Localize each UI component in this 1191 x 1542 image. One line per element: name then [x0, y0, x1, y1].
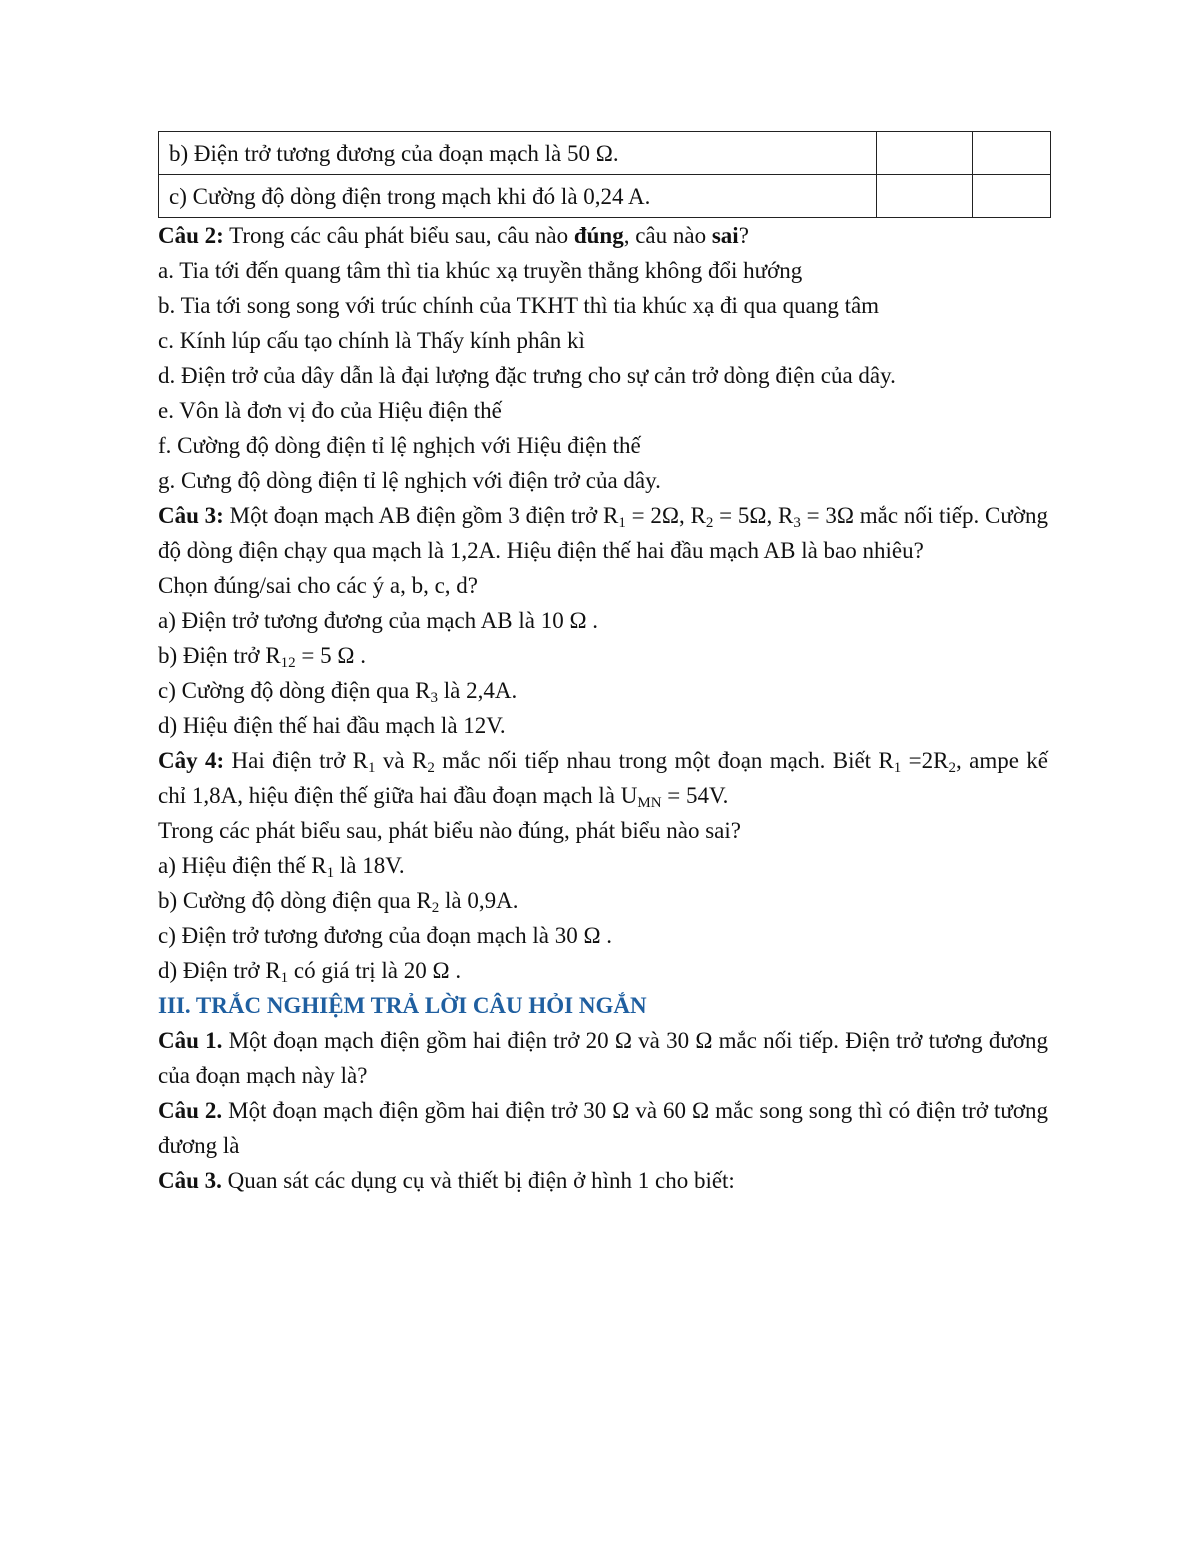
true-answer-cell[interactable]	[877, 132, 973, 175]
option-c: c) Điện trở tương đương của đoạn mạch là 30 Ω .	[158, 923, 613, 948]
option-a: a) Điện trở tương đương của mạch AB là 10 Ω .	[158, 608, 599, 633]
statement-g: g. Cưng độ dòng điện tỉ lệ nghịch với điện trở của dây.	[158, 468, 661, 493]
short-question-2: Câu 2. Một đoạn mạch điện gồm hai điện trở 30 Ω và 60 Ω mắc song song thì có điện trở tương đương là	[158, 1098, 1048, 1158]
option-d: d) Hiệu điện thế hai đầu mạch là 12V.	[158, 713, 506, 738]
table-row	[159, 175, 1051, 218]
false-answer-cell[interactable]	[973, 132, 1051, 175]
question-2-prompt: Câu 2: Trong các câu phát biểu sau, câu nào đúng, câu nào sai?	[158, 223, 749, 248]
question-3-prompt: Câu 3: Một đoạn mạch AB điện gồm 3 điện trở $R_1 = 2\Omega$, $R_2 = 5\Omega$, $R_3 = 3\Omega$ mắc nối tiếp. Cường độ dòng điện chạy qua mạch là 1,2A. Hiệu điện thế hai đầu mạch AB là bao nhiêu?	[158, 503, 1048, 563]
statement-b: b. Tia tới song song với trúc chính của TKHT thì tia khúc xạ đi qua quang tâm	[158, 293, 880, 318]
true-false-table	[158, 131, 1051, 218]
option-b: b) Điện trở $R_{12} = 5$ Ω .	[158, 643, 366, 671]
statement-a: a. Tia tới đến quang tâm thì tia khúc xạ truyền thẳng không đổi hướng	[158, 258, 803, 283]
table-row	[159, 132, 1051, 175]
statement-f: f. Cường độ dòng điện tỉ lệ nghịch với Hiệu điện thế	[158, 433, 641, 458]
statement-d: d. Điện trở của dây dẫn là đại lượng đặc trưng cho sự cản trở dòng điện của dây.	[158, 363, 896, 388]
short-question-3: Câu 3. Quan sát các dụng cụ và thiết bị điện ở hình 1 cho biết:	[158, 1168, 735, 1193]
section-heading: III. TRẮC NGHIỆM TRẢ LỜI CÂU HỎI NGẮN	[158, 993, 647, 1018]
statement-e: e. Vôn là đơn vị đo của Hiệu điện thế	[158, 398, 502, 423]
true-answer-cell[interactable]	[877, 175, 973, 218]
short-question-1: Câu 1. Một đoạn mạch điện gồm hai điện trở 20 Ω và 30 Ω mắc nối tiếp. Điện trở tương đương của đoạn mạch này là?	[158, 1028, 1048, 1088]
table-statement: c) Cường độ dòng điện trong mạch khi đó là 0,24 A.	[159, 175, 877, 218]
question-label: Câu 3:	[158, 503, 224, 528]
false-answer-cell[interactable]	[973, 175, 1051, 218]
question-4-prompt: Cây 4: Hai điện trở $R_1$ và $R_2$ mắc nối tiếp nhau trong một đoạn mạch. Biết $R_1 =2R_2$, ampe kế chỉ 1,8A, hiệu điện thế giữa hai đầu đoạn mạch là $U_{MN} = 54V$.	[158, 748, 1049, 811]
option-c: c) Cường độ dòng điện qua $R_3$ là 2,4A.	[158, 678, 518, 706]
question-label: Câu 2:	[158, 223, 224, 248]
option-d: d) Điện trở $R_1$ có giá trị là 20 Ω .	[158, 958, 462, 986]
question-4-instruction: Trong các phát biểu sau, phát biểu nào đúng, phát biểu nào sai?	[158, 818, 741, 843]
option-a: a) Hiệu điện thế $R_1$ là 18V.	[158, 853, 405, 881]
option-b: b) Cường độ dòng điện qua $R_2$ là 0,9A.	[158, 888, 519, 916]
question-3-instruction: Chọn đúng/sai cho các ý a, b, c, d?	[158, 573, 478, 598]
question-label: Cây 4:	[158, 748, 225, 773]
document-page	[158, 131, 1048, 1198]
table-statement: b) Điện trở tương đương của đoạn mạch là 50 Ω.	[159, 132, 877, 175]
statement-c: c. Kính lúp cấu tạo chính là Thấy kính phân kì	[158, 328, 585, 353]
